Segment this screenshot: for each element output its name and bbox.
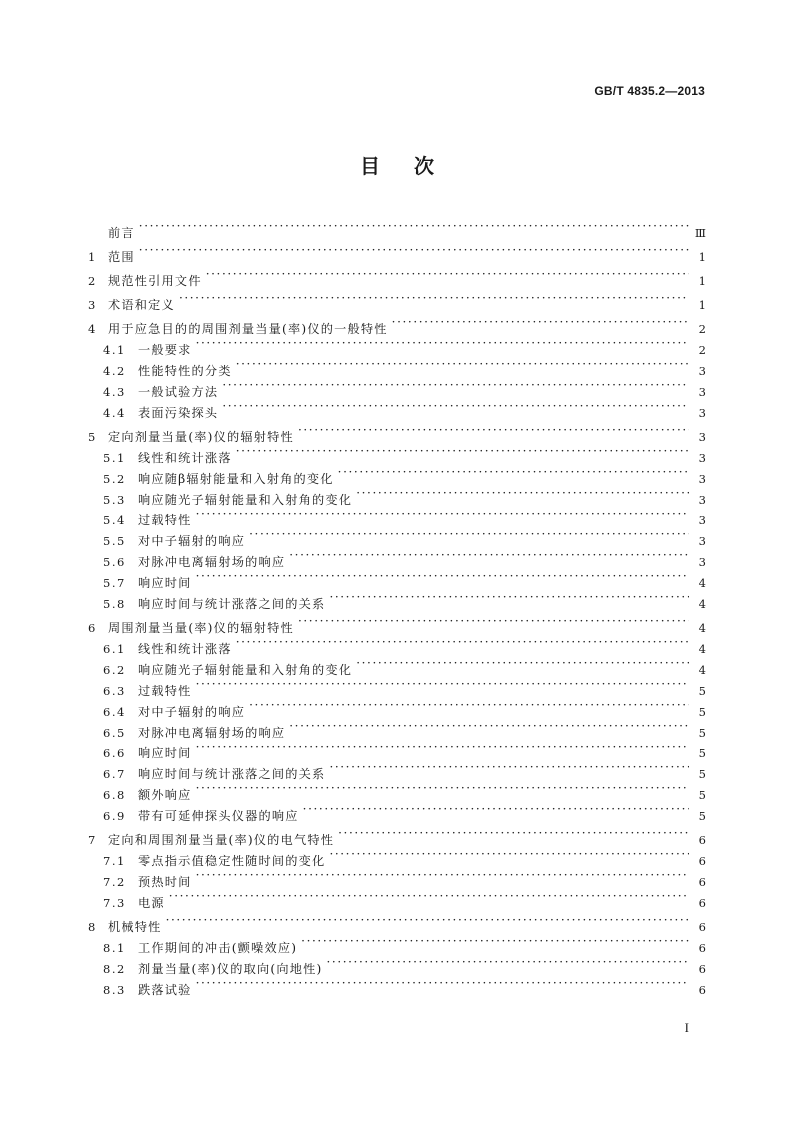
toc-entry-number: 7 [88, 833, 97, 848]
toc-section-entry[interactable] [88, 737, 706, 761]
toc-entry-number: 8.1 [103, 940, 126, 955]
toc-entry-number: 6.3 [103, 683, 126, 698]
toc-entry-number: 7.3 [103, 895, 126, 910]
toc-section-entry[interactable] [88, 483, 706, 507]
toc-entry-number: 6.1 [103, 641, 126, 656]
toc-entry-title: 工作期间的冲击(颤噪效应) [138, 940, 298, 955]
toc-dot-leader [196, 778, 689, 799]
toc-page-number: 3 [698, 471, 706, 486]
toc-page-number: 3 [698, 405, 706, 420]
toc-page-number: 6 [698, 940, 706, 955]
toc-dot-leader [329, 757, 689, 778]
toc-entry-title: 响应时间 [138, 746, 192, 761]
toc-chapter-entry[interactable] [88, 216, 706, 240]
toc-entry-number: 4 [88, 322, 97, 337]
toc-section-entry[interactable] [88, 844, 706, 869]
toc-dot-leader [301, 931, 689, 952]
toc-entry-title: 电源 [138, 895, 165, 910]
toc-page-number: 6 [698, 895, 706, 910]
toc-entry-number: 5.3 [103, 492, 126, 507]
toc-entry-title: 一般试验方法 [138, 384, 219, 399]
toc-section-entry[interactable] [88, 566, 706, 591]
toc-section-entry[interactable] [88, 545, 706, 570]
toc-page-number: 1 [698, 274, 706, 289]
toc-page-number: 5 [698, 704, 706, 719]
toc-entry-title: 前言 [108, 225, 135, 240]
toc-entry-number: 5 [88, 429, 97, 444]
toc-page-number: 1 [698, 298, 706, 313]
toc-entry-title: 周围剂量当量(率)仪的辐射特性 [108, 621, 294, 636]
toc-entry-number: 6.2 [103, 662, 126, 677]
toc-entry-number: 2 [88, 274, 97, 289]
toc-page-number: 5 [698, 725, 706, 740]
toc-entry-number: 5.2 [103, 471, 126, 486]
toc-dot-leader [139, 240, 689, 261]
toc-page-number: 5 [698, 767, 706, 782]
toc-page-number: 5 [698, 746, 706, 761]
toc-entry-number: 6.4 [103, 704, 126, 719]
toc-entry-title: 响应时间 [138, 576, 192, 591]
toc-section-entry[interactable] [88, 931, 706, 955]
toc-chapter-entry[interactable] [88, 823, 706, 848]
toc-dot-leader [289, 545, 689, 566]
toc-dot-leader [392, 312, 689, 333]
toc-entry-title: 带有可延伸探头仪器的响应 [138, 809, 299, 824]
toc-dot-leader [196, 566, 689, 587]
toc-dot-leader [249, 695, 689, 716]
toc-entry-number: 6.5 [103, 725, 126, 740]
toc-entry-number: 4.2 [103, 363, 126, 378]
toc-dot-leader [298, 611, 689, 632]
toc-dot-leader [169, 886, 689, 907]
page-folio: I [684, 1020, 689, 1035]
toc-entry-number: 3 [88, 298, 97, 313]
toc-entry-title: 规范性引用文件 [108, 274, 202, 289]
toc-page-number: 3 [698, 492, 706, 507]
toc-entry-title: 范围 [108, 249, 135, 264]
toc-page-number: 6 [698, 854, 706, 869]
toc-dot-leader [236, 632, 689, 653]
toc-page-number: 4 [698, 662, 706, 677]
toc-entry-title: 额外响应 [138, 788, 192, 803]
toc-page-number: 3 [698, 555, 706, 570]
toc-page-number: 3 [698, 429, 706, 444]
toc-entry-title: 表面污染探头 [138, 405, 219, 420]
toc-section-entry[interactable] [88, 333, 706, 358]
toc-page-number: 5 [698, 788, 706, 803]
toc-dot-leader [222, 396, 689, 417]
toc-dot-leader [196, 674, 689, 695]
toc-entry-number: 6 [88, 621, 97, 636]
toc-dot-leader [206, 264, 689, 285]
toc-dot-leader [289, 716, 689, 737]
toc-entry-title: 跌落试验 [138, 982, 192, 997]
toc-entry-title: 零点指示值稳定性随时间的变化 [138, 854, 326, 869]
toc-section-entry[interactable] [88, 695, 706, 719]
toc-entry-title: 术语和定义 [108, 298, 175, 313]
toc-page-number: 3 [698, 384, 706, 399]
toc-chapter-entry[interactable] [88, 312, 706, 337]
toc-chapter-entry[interactable] [88, 910, 706, 934]
toc-dot-leader [356, 653, 689, 674]
toc-page-number: 6 [698, 961, 706, 976]
table-of-contents [88, 216, 706, 997]
toc-page-number: 3 [698, 513, 706, 528]
toc-page-number: 4 [698, 576, 706, 591]
toc-entry-number: 4.3 [103, 384, 126, 399]
toc-entry-number: 8.2 [103, 961, 126, 976]
toc-page-number: Ⅲ [694, 225, 706, 240]
toc-entry-title: 响应随β辐射能量和入射角的变化 [138, 471, 334, 486]
toc-entry-title: 对脉冲电离辐射场的响应 [138, 725, 286, 740]
toc-dot-leader [298, 420, 689, 441]
toc-section-entry[interactable] [88, 865, 706, 889]
toc-entry-title: 机械特性 [108, 919, 162, 934]
toc-chapter-entry[interactable] [88, 288, 706, 313]
toc-section-entry[interactable] [88, 757, 706, 782]
toc-entry-title: 剂量当量(率)仪的取向(向地性) [138, 961, 323, 976]
toc-dot-leader [196, 504, 689, 525]
toc-entry-number: 4.4 [103, 405, 126, 420]
toc-entry-number: 5.7 [103, 576, 126, 591]
toc-page-number: 3 [698, 534, 706, 549]
toc-dot-leader [326, 952, 689, 973]
toc-dot-leader [249, 524, 689, 545]
toc-entry-number: 8 [88, 919, 97, 934]
toc-chapter-entry[interactable] [88, 420, 706, 444]
toc-dot-leader [222, 375, 689, 396]
page-title: 目次 [360, 154, 468, 178]
toc-dot-leader [196, 333, 689, 354]
toc-entry-title: 过载特性 [138, 683, 192, 698]
toc-section-entry[interactable] [88, 653, 706, 677]
toc-dot-leader [196, 737, 689, 758]
toc-page-number: 5 [698, 683, 706, 698]
toc-entry-title: 对中子辐射的响应 [138, 534, 246, 549]
toc-entry-title: 响应时间与统计涨落之间的关系 [138, 596, 326, 611]
toc-section-entry[interactable] [88, 973, 706, 997]
toc-section-entry[interactable] [88, 396, 706, 420]
toc-entry-number: 4.1 [103, 343, 126, 358]
toc-dot-leader [196, 973, 689, 994]
toc-entry-title: 过载特性 [138, 513, 192, 528]
toc-section-entry[interactable] [88, 632, 706, 656]
toc-entry-title: 一般要求 [138, 343, 192, 358]
toc-entry-number: 8.3 [103, 982, 126, 997]
toc-page-number: 6 [698, 874, 706, 889]
toc-entry-title: 定向剂量当量(率)仪的辐射特性 [108, 429, 294, 444]
toc-dot-leader [139, 216, 689, 237]
toc-page-number: 6 [698, 919, 706, 934]
toc-entry-title: 响应随光子辐射能量和入射角的变化 [138, 492, 353, 507]
toc-page-number: 2 [698, 343, 706, 358]
toc-dot-leader [356, 483, 689, 504]
toc-dot-leader [329, 587, 689, 608]
toc-section-entry[interactable] [88, 778, 706, 803]
toc-entry-number: 6.6 [103, 746, 126, 761]
toc-section-entry[interactable] [88, 799, 706, 824]
toc-section-entry[interactable] [88, 354, 706, 378]
toc-entry-title: 预热时间 [138, 874, 192, 889]
toc-dot-leader [179, 288, 689, 309]
toc-entry-title: 性能特性的分类 [138, 363, 232, 378]
toc-entry-title: 线性和统计涨落 [138, 641, 232, 656]
toc-dot-leader [303, 799, 689, 820]
toc-page-number: 2 [698, 322, 706, 337]
toc-entry-number: 5.5 [103, 534, 126, 549]
toc-entry-title: 对中子辐射的响应 [138, 704, 246, 719]
toc-section-entry[interactable] [88, 504, 706, 528]
toc-entry-number: 6.9 [103, 809, 126, 824]
toc-entry-title: 用于应急目的的周围剂量当量(率)仪的一般特性 [108, 322, 388, 337]
toc-dot-leader [196, 865, 689, 886]
toc-page-number: 3 [698, 363, 706, 378]
toc-page-number: 6 [698, 982, 706, 997]
toc-entry-number: 5.4 [103, 513, 126, 528]
toc-page-number: 1 [698, 249, 706, 264]
toc-page-number: 6 [698, 833, 706, 848]
toc-page-number: 3 [698, 450, 706, 465]
toc-entry-title: 对脉冲电离辐射场的响应 [138, 555, 286, 570]
toc-section-entry[interactable] [88, 716, 706, 740]
toc-section-entry[interactable] [88, 952, 706, 976]
standard-number: GB/T 4835.2—2013 [594, 84, 705, 98]
toc-entry-title: 响应时间与统计涨落之间的关系 [138, 767, 326, 782]
toc-entry-title: 线性和统计涨落 [138, 450, 232, 465]
toc-section-entry[interactable] [88, 524, 706, 549]
toc-dot-leader [236, 354, 689, 375]
toc-section-entry[interactable] [88, 587, 706, 611]
toc-dot-leader [329, 844, 689, 865]
toc-entry-number: 5.6 [103, 555, 126, 570]
toc-entry-number: 6.8 [103, 788, 126, 803]
toc-entry-number: 7.1 [103, 854, 126, 869]
toc-entry-number: 5.1 [103, 450, 126, 465]
toc-page-number: 5 [698, 809, 706, 824]
toc-section-entry[interactable] [88, 886, 706, 910]
toc-entry-title: 响应随光子辐射能量和入射角的变化 [138, 662, 353, 677]
toc-dot-leader [166, 910, 689, 931]
toc-section-entry[interactable] [88, 462, 706, 486]
toc-page-number: 4 [698, 596, 706, 611]
toc-section-entry[interactable] [88, 441, 706, 465]
toc-entry-number: 1 [88, 249, 97, 264]
toc-entry-title: 定向和周围剂量当量(率)仪的电气特性 [108, 833, 335, 848]
toc-page-number: 4 [698, 621, 706, 636]
toc-page-number: 4 [698, 641, 706, 656]
toc-dot-leader [236, 441, 689, 462]
toc-dot-leader [338, 462, 689, 483]
toc-entry-number: 5.8 [103, 596, 126, 611]
toc-chapter-entry[interactable] [88, 240, 706, 264]
toc-chapter-entry[interactable] [88, 264, 706, 289]
toc-entry-number: 6.7 [103, 767, 126, 782]
toc-section-entry[interactable] [88, 375, 706, 399]
toc-section-entry[interactable] [88, 674, 706, 698]
toc-dot-leader [338, 823, 689, 844]
toc-entry-number: 7.2 [103, 874, 126, 889]
toc-chapter-entry[interactable] [88, 611, 706, 636]
